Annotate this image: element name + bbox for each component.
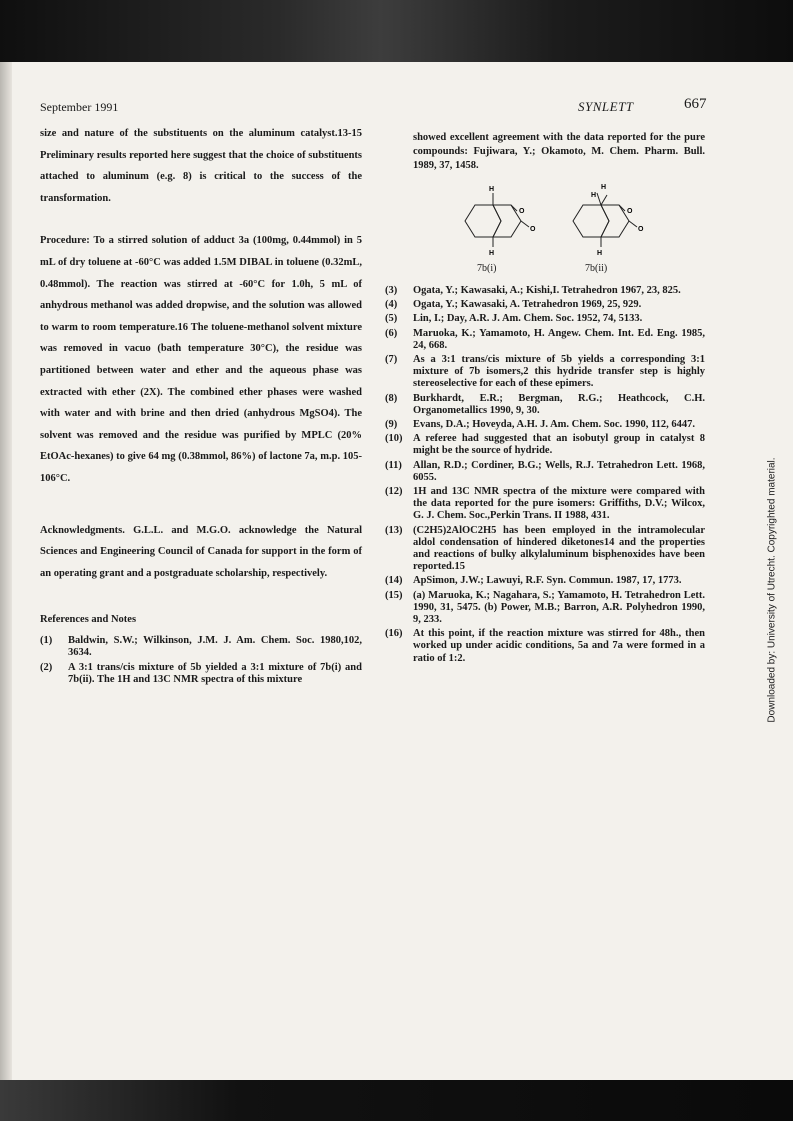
reference-item [385,460,705,484]
reference-text: Baldwin, S.W.; Wilkinson, J.M. J. Am. Chem. Soc. 1980,102, 3634. [68,635,362,659]
reference-continuation [385,131,705,173]
reference-text: Evans, D.A.; Hoveyda, A.H. J. Am. Chem. Soc. 1990, 112, 6447. [413,419,696,431]
svg-text:H: H [591,192,597,199]
reference-item [385,575,705,587]
reference-text: Ogata, Y.; Kawasaki, A.; Kishi,I. Tetrahedron 1967, 23, 825. [413,285,681,296]
reference-number: (14) [385,575,403,587]
procedure-label: Procedure: [40,235,90,247]
reference-text: Lin, I.; Day, A.R. J. Am. Chem. Soc. 1952, 74, 5133. [413,313,643,325]
header-page-number: 667 [684,96,707,112]
reference-number: (5) [385,313,398,325]
svg-text:O: O [627,208,633,215]
acknowledgments-paragraph: Acknowledgments. G.L.L. and M.G.O. acknowledge the Natural Sciences and Engineering Council of Canada for support in the form of an operating grant and a postgraduate scholarship, respectively. [40,524,362,579]
reference-item [385,486,705,523]
reference-item [385,590,705,627]
reference-text: At this point, if the reaction mixture was stirred for 48h., then worked up under acidic conditions, 5a and 7a were formed in a ratio of 1:2. [413,628,705,664]
reference-item [385,285,705,297]
reference-number: (11) [385,459,402,471]
reference-text: (C2H5)2AlOC2H5 has been employed in the intramolecular aldol condensation of hindered diketones14 and the properties and reactions of bulky alkylaluminum bisphenoxides have been reported.15 [413,524,705,573]
references-heading: References and Notes [40,614,137,626]
reference-text: ApSimon, J.W.; Lawuyi, R.F. Syn. Commun. 1987, 17, 1773. [413,575,682,587]
reference-item [40,662,362,686]
procedure-paragraph [40,230,362,489]
reference-number: (13) [385,524,403,536]
reference-number: (6) [385,327,398,339]
reference-number: (1) [40,635,53,647]
reference-text: Maruoka, K.; Yamamoto, H. Angew. Chem. Int. Ed. Eng. 1985, 24, 668. [413,327,705,351]
left-column [40,123,362,688]
svg-text:O: O [519,208,525,215]
reference-text: Allan, R.D.; Cordiner, B.G.; Wells, R.J. Tetrahedron Lett. 1968, 6055. [413,459,705,483]
svg-text:H: H [489,250,495,257]
reference-item [385,628,705,665]
reference-item [385,354,705,391]
reference-number: (12) [385,486,403,498]
reference-item [385,525,705,574]
reference-number: (3) [385,285,398,296]
reference-number: (15) [385,589,403,601]
reference-text: 1H and 13C NMR spectra of the mixture were compared with the data reported for the pure isomers: Griffiths, D.V.; Wilcox, G. J. Chem. Soc.,Perkin Trans. II 1988, 431. [413,486,705,522]
reference-item [385,393,705,417]
reference-item [385,299,705,311]
reference-number: (7) [385,354,398,366]
reference-item [385,328,705,352]
reference-number: (10) [385,433,403,445]
right-reference-list [385,285,705,665]
reference-text: Ogata, Y.; Kawasaki, A. Tetrahedron 1969, 25, 929. [413,299,642,311]
scan-page-edge-left [0,62,12,1080]
reference-number: (4) [385,299,398,311]
right-column [385,131,705,667]
reference-number: (16) [385,628,403,640]
reference-item [385,419,705,431]
svg-text:O: O [638,226,644,233]
svg-text:H: H [489,186,495,193]
svg-text:H: H [601,184,607,191]
reference-text: (a) Maruoka, K.; Nagahara, S.; Yamamoto, H. Tetrahedron Lett. 1990, 31, 5475. (b) Power, M.B.; Barron, A.R. Polyhedron 1990, 9, 233. [413,589,705,626]
header-journal-name: SYNLETT [578,99,634,114]
structures-figure [385,175,705,285]
scan-dark-border-top [0,0,793,62]
reference-number: (9) [385,419,398,431]
reference-item [40,635,362,659]
reference-item [385,313,705,325]
procedure-text: To a stirred solution of adduct 3a (100mg, 0.44mmol) in 5 mL of dry toluene at -60°C was added 1.5M DIBAL in toluene (0.32mL, 0.48mmol). The reaction was stirred at -60°C for 1.0h, 5 mL of anhydrous methanol was added dropwise, and the solution was allowed to warm to room temperature.16 The toluene-methanol solvent mixture was removed in vacuo (bath temperature 30°C), the residue was partitioned between water and ether and the aqueous phase was extracted with ether (2X). The combined ether phases were washed with water and with brine and then dried (anhydrous MgSO4). The solvent was removed and the residue was purified by MPLC (20% EtOAc-hexanes) to give 64 mg (0.38mmol, 86%) of lactone 7a, m.p. 105-106°C. [40,235,362,484]
reference-text: Burkhardt, E.R.; Bergman, R.G.; Heathcock, C.H. Organometallics 1990, 9, 30. [413,392,705,416]
reference-text: A 3:1 trans/cis mixture of 5b yielded a 3:1 mixture of 7b(i) and 7b(ii). The 1H and 13C NMR spectra of this mixture [68,661,362,685]
reference-text: A referee had suggested that an isobutyl group in catalyst 8 might be the source of hydride. [413,433,705,457]
scan-dark-border-bottom [0,1080,793,1121]
reference-number: (2) [40,661,53,673]
download-watermark: Downloaded by: University of Utrecht. Copyrighted material. [766,457,778,723]
svg-text:H: H [597,250,603,257]
header-date: September 1991 [40,100,119,114]
structure-label-7b-ii: 7b(ii) [585,263,608,274]
structure-7b-ii [563,181,653,261]
intro-paragraph: size and nature of the substituents on the aluminum catalyst.13-15 Preliminary results reported here suggest that the choice of substituents attached to aluminum (e.g. 8) is critical to the success of the transformation. [40,128,362,204]
continuation-text: showed excellent agreement with the data reported for the pure compounds: Fujiwara, Y.; Okamoto, M. Chem. Pharm. Bull. 1989, 37, 1458. [413,132,705,171]
structure-7b-i [455,181,545,261]
reference-text: As a 3:1 trans/cis mixture of 5b yields a corresponding 3:1 mixture of 7b isomers,2 this hydride transfer step is highly stereoselective for each of these epimers. [413,354,705,390]
structure-label-7b-i: 7b(i) [477,263,497,274]
reference-item [385,433,705,457]
svg-text:O: O [530,226,536,233]
reference-number: (8) [385,392,398,404]
left-reference-list [40,635,362,686]
